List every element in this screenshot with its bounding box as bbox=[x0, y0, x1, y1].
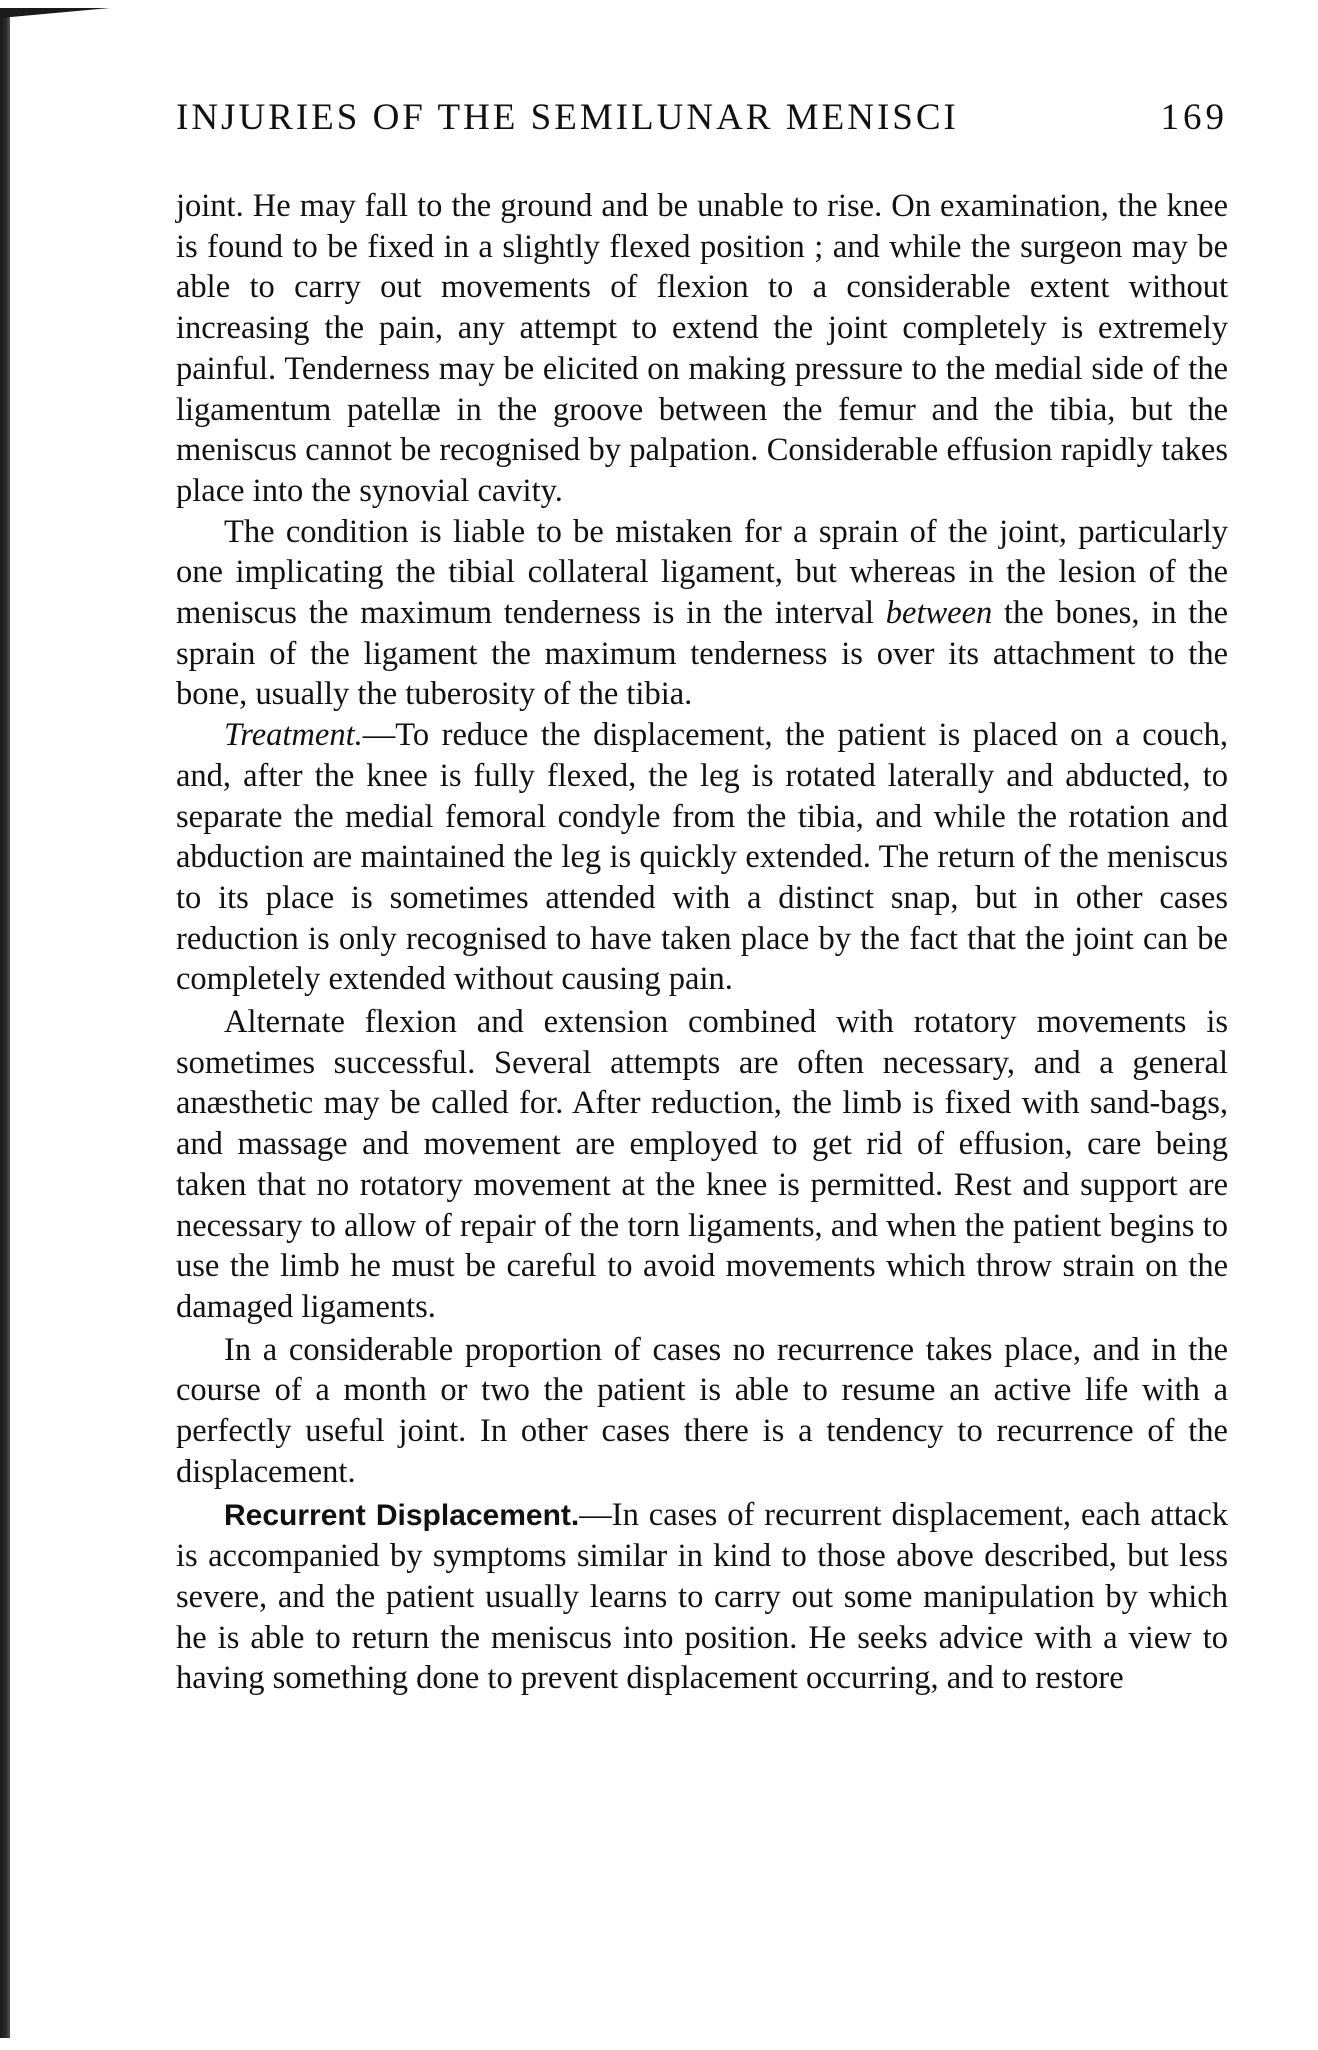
paragraph-alternate-flexion bbox=[176, 1002, 1228, 1328]
paragraph-continuation bbox=[176, 186, 1228, 512]
emphasis-between: between bbox=[885, 595, 993, 632]
paragraph-text-before: The condition is liable to be mistaken for a sprain of the joint, particularly one implicating the tibial collateral ligament, but whereas in the lesion of the meniscus the maximum tenderness is in the interval bbox=[176, 513, 1228, 632]
paragraph-text: joint. He may fall to the ground and be unable to rise. On examination, the knee is found to be fixed in a slightly flexed position ; and while the surgeon may be able to carry out movements of flexion to a considerable extent without increasing the pain, any attempt to extend the joint completely is extremely painful. Tenderness may be elicited on making pressure to the medial side of the ligamentum patellæ in the groove between the femur and the tibia, but the meniscus cannot be recognised by palpation. Considerable effusion rapidly takes place into the synovial cavity. bbox=[176, 188, 1228, 509]
body-text bbox=[176, 186, 1228, 1699]
binding-edge bbox=[0, 8, 10, 2038]
binding-corner bbox=[0, 8, 110, 18]
paragraph-sprain-comparison bbox=[176, 512, 1228, 716]
running-title: INJURIES OF THE SEMILUNAR MENISCI bbox=[176, 97, 959, 138]
paragraph-recurrence bbox=[176, 1330, 1228, 1493]
book-page bbox=[176, 96, 1228, 1699]
treatment-heading: Treatment. bbox=[224, 717, 363, 754]
paragraph-text-after: the bones, in the sprain of the ligament the maximum tenderness is over its attachment to the bone, usually the tuberosity of the tibia. bbox=[176, 595, 1228, 713]
recurrent-displacement-heading: Recurrent Displacement. bbox=[224, 1498, 580, 1532]
running-head bbox=[176, 96, 1228, 148]
paragraph-text: Alternate flexion and extension combined with rotatory movements is sometimes successful. Several attempts are often necessary, and a general anæsthetic may be called for. After reduction, the limb is fixed with sand-bags, and massage and movement are employed to get rid of effusion, care being taken that no rotatory movement at the knee is permitted. Rest and support are necessary to allow of repair of the torn ligaments, and when the patient begins to use the limb he must be careful to avoid movements which throw strain on the damaged ligaments. bbox=[176, 1004, 1228, 1325]
paragraph-text: In a considerable proportion of cases no recurrence takes place, and in the course of a month or two the patient is able to resume an active life with a perfectly useful joint. In other cases there is a tendency to recurrence of the displacement. bbox=[176, 1331, 1228, 1490]
page-number: 169 bbox=[1160, 97, 1228, 138]
paragraph-text: —To reduce the displacement, the patient is placed on a couch, and, after the knee is fully flexed, the leg is rotated laterally and abducted, to separate the medial femoral condyle from the tibia, and while the rotation and abduction are maintained the leg is quickly extended. The return of the meniscus to its place is sometimes attended with a distinct snap, but in other cases reduction is only recognised to have taken place by the fact that the joint can be completely extended without causing pain. bbox=[176, 717, 1228, 998]
paragraph-treatment bbox=[176, 715, 1228, 1000]
paragraph-recurrent-displacement bbox=[176, 1495, 1228, 1700]
paragraph-text: —In cases of recurrent displacement, each attack is accompanied by symptoms similar in kind to those above described, but less severe, and the patient usually learns to carry out some manipulation by which he is able to return the meniscus into position. He seeks advice with a view to having something done to prevent displacement occurring, and to restore bbox=[176, 1496, 1228, 1697]
